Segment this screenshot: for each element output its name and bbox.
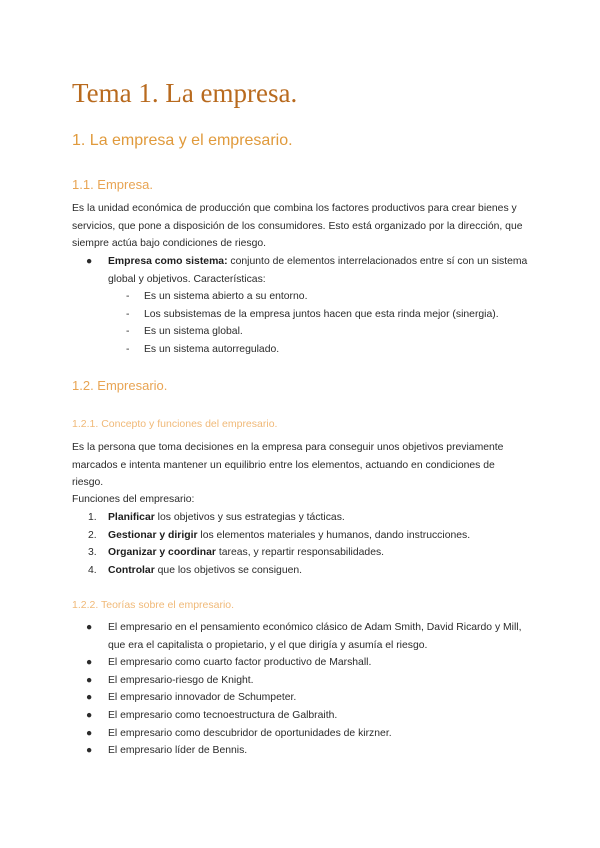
bullet-icon: ● — [86, 727, 93, 739]
empresa-paragraph: Es la unidad económica de producción que combina los factores productivos para crear bienes y servicios, que pone a disposición de los consumidores. Esto está organizado por la dirección, que siempre actúa bajo condiciones de riesgo. — [72, 203, 523, 250]
list-item: ● El empresario innovador de Schumpeter. — [72, 689, 528, 707]
list-item: ● Empresa como sistema: conjunto de elementos interrelacionados entre sí con un sistema global y objetivos. Características: - Es un sistema abierto a su entorno. - Los subsistemas de la empresa juntos hacen que esta rinda mejor (sinergia). - Es un sistema global. - Es un sistema autorregulado. — [72, 253, 528, 359]
bullet-icon: ● — [86, 674, 93, 686]
characteristics-list — [108, 288, 528, 358]
subsubsection-heading-concepto: 1.2.1. Concepto y funciones del empresario. — [72, 418, 278, 430]
bullet-icon: ● — [86, 692, 93, 704]
dash-icon: - — [126, 343, 130, 355]
bullet-icon: ● — [86, 256, 93, 267]
bullet-icon: ● — [86, 622, 93, 633]
list-item: ● El empresario como descubridor de oportunidades de kirzner. — [72, 725, 528, 743]
empresa-bullet-list — [72, 253, 528, 359]
list-item: ● El empresario en el pensamiento económico clásico de Adam Smith, David Ricardo y Mill, que era el capitalista o propietario, y el que dirigía y asumía el riesgo. — [72, 619, 528, 654]
list-item: 4. Controlar que los objetivos se consiguen. — [88, 564, 303, 576]
bullet-icon: ● — [86, 657, 93, 669]
functions-list — [72, 509, 528, 579]
list-item: 3. Organizar y coordinar tareas, y repartir responsabilidades. — [88, 547, 385, 559]
list-item: 2. Gestionar y dirigir los elementos materiales y humanos, dando instrucciones. — [88, 529, 471, 541]
list-item: ● El empresario como cuarto factor productivo de Marshall. — [72, 654, 528, 672]
empresario-paragraph: Es la persona que toma decisiones en la empresa para conseguir unos objetivos previamente marcados e intenta mantener un equilibrio entre los elementos, actuando en condiciones de riesgo. — [72, 442, 504, 489]
list-item: ● El empresario como tecnoestructura de Galbraith. — [72, 707, 528, 725]
subsection-heading-empresa: 1.1. Empresa. — [72, 177, 153, 192]
dash-icon: - — [126, 291, 130, 303]
page-title: Tema 1. La empresa. — [72, 78, 298, 108]
list-item: - Es un sistema global. — [108, 323, 528, 341]
list-item: ● El empresario líder de Bennis. — [72, 742, 528, 760]
list-item: ● El empresario-riesgo de Knight. — [72, 672, 528, 690]
list-item: - Los subsistemas de la empresa juntos hacen que esta rinda mejor (sinergia). — [108, 306, 528, 324]
list-item: - Es un sistema autorregulado. — [108, 341, 528, 359]
list-item: 1. Planificar los objetivos y sus estrategias y tácticas. — [88, 512, 345, 523]
dash-icon: - — [126, 326, 130, 338]
subsection-heading-empresario: 1.2. Empresario. — [72, 378, 168, 393]
bullet-icon: ● — [86, 709, 93, 721]
list-item: - Es un sistema abierto a su entorno. — [108, 288, 528, 306]
dash-icon: - — [126, 308, 130, 320]
theories-list — [72, 619, 528, 760]
bullet-icon: ● — [86, 745, 93, 757]
subsubsection-heading-teorias: 1.2.2. Teorías sobre el empresario. — [72, 599, 235, 611]
section-heading: 1. La empresa y el empresario. — [72, 132, 293, 149]
functions-label: Funciones del empresario: — [72, 494, 195, 505]
